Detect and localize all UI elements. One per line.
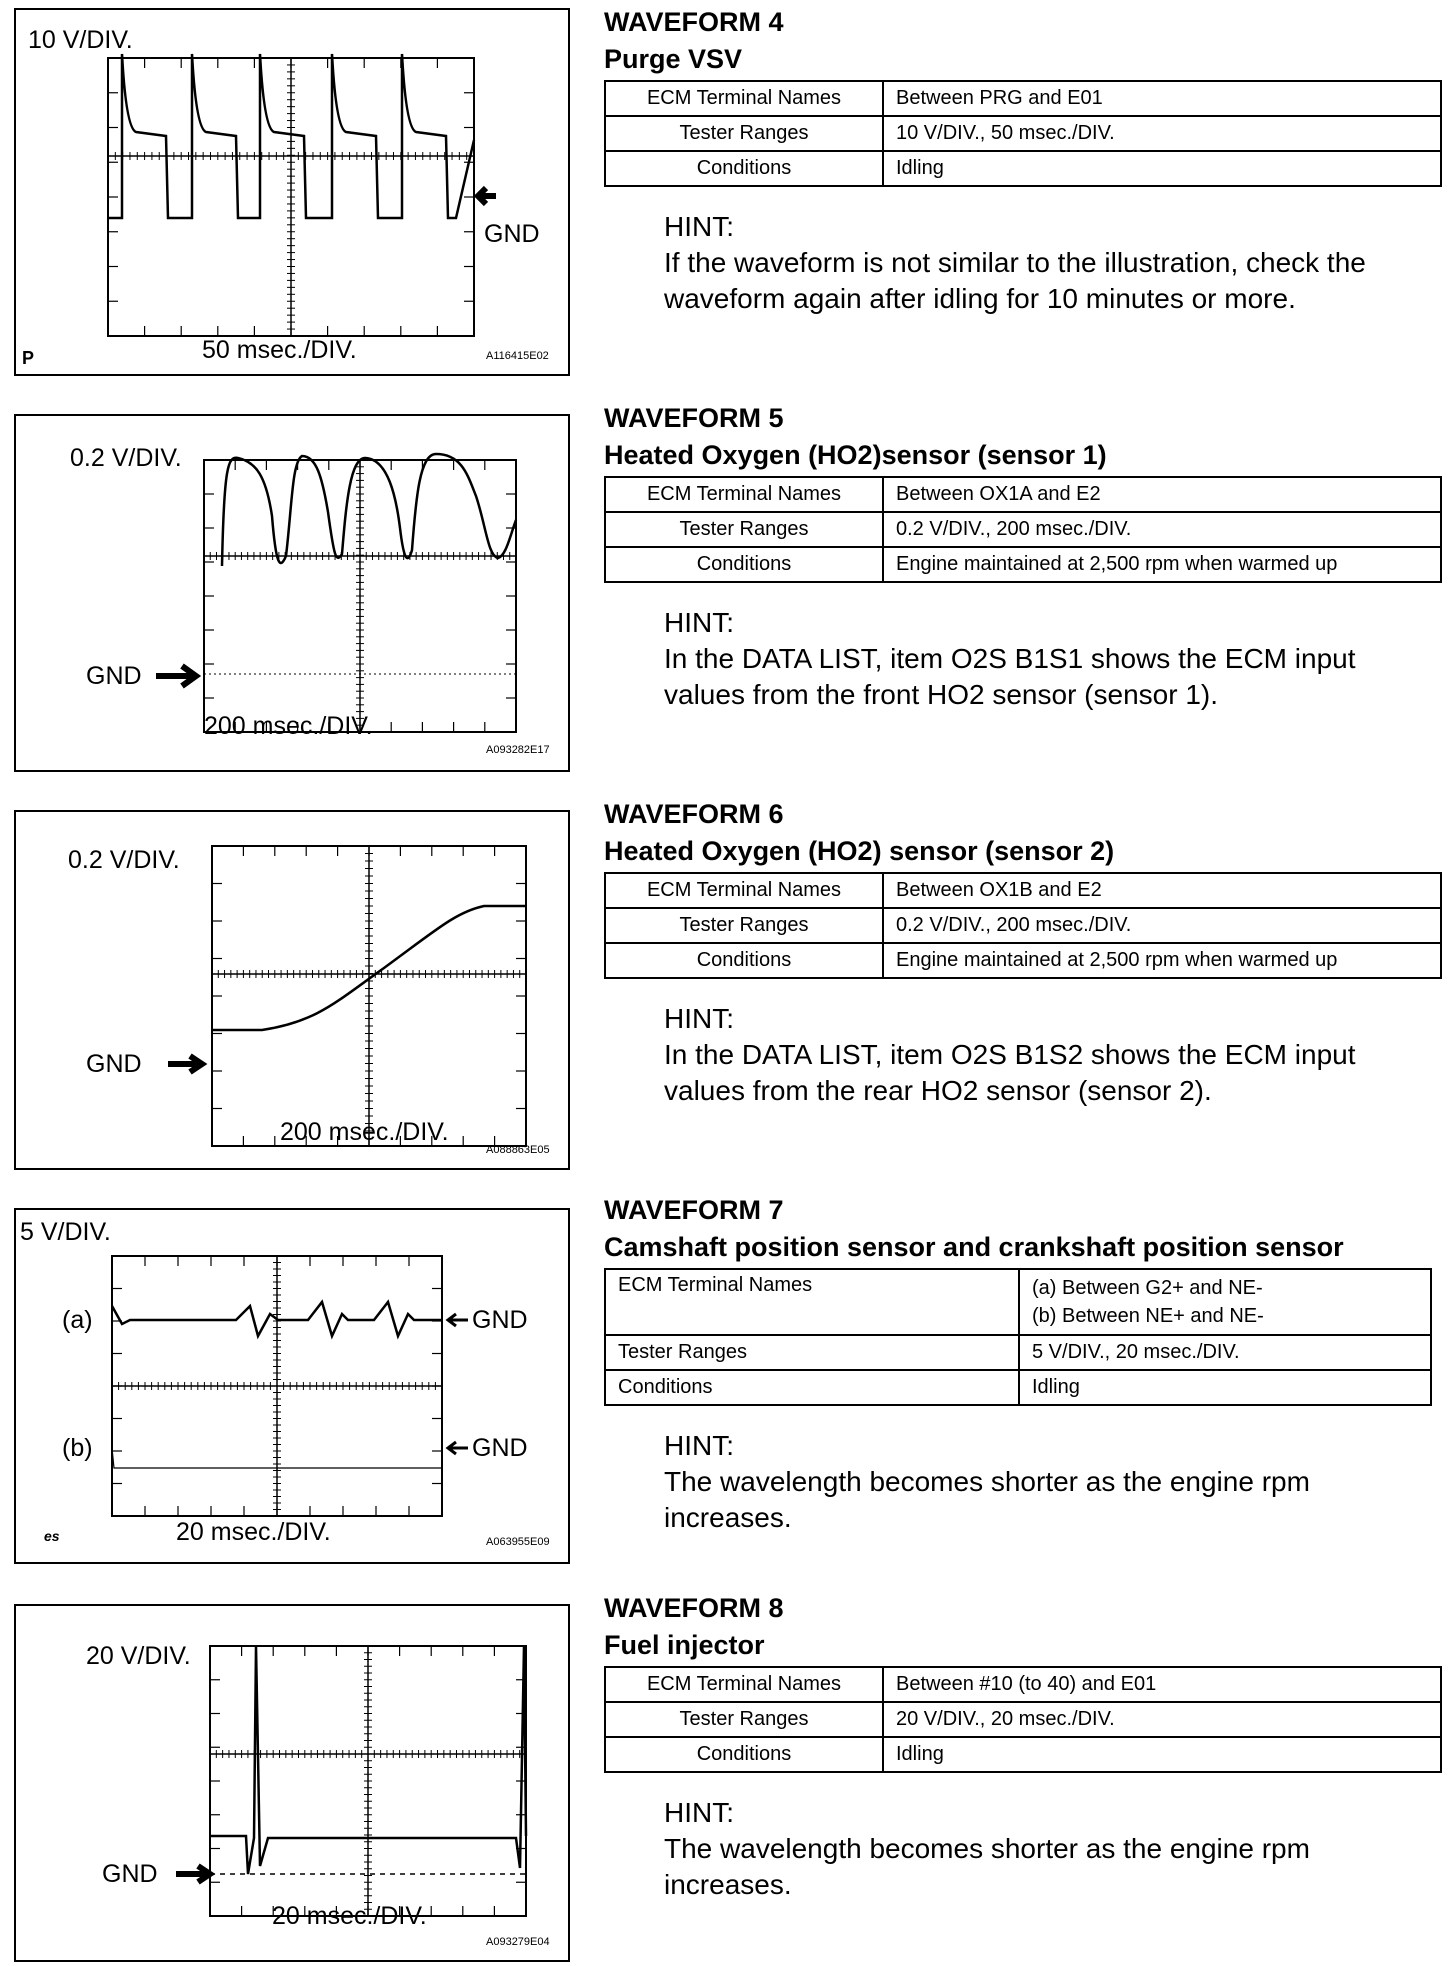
- hint-block: [664, 209, 1442, 317]
- waveform-7-graph: [16, 1210, 572, 1566]
- hint-label: HINT:: [664, 1430, 734, 1461]
- row-key: Conditions: [605, 1370, 1019, 1405]
- hint-text: If the waveform is not similar to the illustration, check the waveform again after idling for 10 minutes or more.: [664, 247, 1366, 314]
- row-key: Tester Ranges: [605, 116, 883, 151]
- row-value: Idling: [883, 151, 1441, 186]
- table-row: [605, 1702, 1441, 1737]
- scope-time-label: 50 msec./DIV.: [202, 336, 357, 364]
- hint-label: HINT:: [664, 1797, 734, 1828]
- row-value: Between OX1B and E2: [883, 873, 1441, 908]
- row-key: ECM Terminal Names: [605, 477, 883, 512]
- table-row: [605, 116, 1441, 151]
- scope-time-label: 20 msec./DIV.: [176, 1518, 331, 1546]
- row-key: ECM Terminal Names: [605, 1667, 883, 1702]
- table-row: [605, 1370, 1431, 1405]
- waveform-subtitle: Heated Oxygen (HO2) sensor (sensor 2): [604, 836, 1115, 866]
- section-waveform-8: [604, 1590, 1442, 1903]
- figure-code: A063955E09: [486, 1536, 550, 1548]
- hint-text: The wavelength becomes shorter as the engine rpm increases.: [664, 1833, 1310, 1900]
- scope-volts-label: 10 V/DIV.: [28, 26, 133, 54]
- waveform-heading: WAVEFORM 6: [604, 799, 784, 829]
- waveform-heading: WAVEFORM 5: [604, 403, 784, 433]
- row-value: 10 V/DIV., 50 msec./DIV.: [883, 116, 1441, 151]
- row-key: Conditions: [605, 1737, 883, 1772]
- scope-volts-label: 0.2 V/DIV.: [70, 444, 182, 472]
- hint-text: The wavelength becomes shorter as the engine rpm increases.: [664, 1466, 1310, 1533]
- scope-time-label: 20 msec./DIV.: [272, 1902, 427, 1930]
- scope-waveform-7: [14, 1208, 570, 1564]
- row-value: Between OX1A and E2: [883, 477, 1441, 512]
- hint-block: [664, 605, 1442, 713]
- row-key: Conditions: [605, 943, 883, 978]
- corner-mark: es: [44, 1528, 60, 1544]
- scope-time-label: 200 msec./DIV.: [280, 1118, 449, 1146]
- row-key: Tester Ranges: [605, 908, 883, 943]
- row-key: Conditions: [605, 547, 883, 582]
- row-value: Between PRG and E01: [883, 81, 1441, 116]
- row-value: 20 V/DIV., 20 msec./DIV.: [883, 1702, 1441, 1737]
- table-row: [605, 477, 1441, 512]
- row-key: Tester Ranges: [605, 1702, 883, 1737]
- figure-code: A093279E04: [486, 1936, 550, 1948]
- waveform-subtitle: Purge VSV: [604, 44, 743, 74]
- section-waveform-7: [604, 1192, 1442, 1536]
- table-row: [605, 908, 1441, 943]
- table-row: [605, 81, 1441, 116]
- row-key: ECM Terminal Names: [605, 1269, 1019, 1335]
- gnd-label: GND: [86, 662, 142, 690]
- row-value: Idling: [883, 1737, 1441, 1772]
- hint-block: [664, 1795, 1442, 1903]
- row-value: Engine maintained at 2,500 rpm when warmed up: [883, 943, 1441, 978]
- scope-waveform-6: [14, 810, 570, 1170]
- row-key: Conditions: [605, 151, 883, 186]
- table-row: [605, 512, 1441, 547]
- row-value: 0.2 V/DIV., 200 msec./DIV.: [883, 908, 1441, 943]
- figure-code: A093282E17: [486, 744, 550, 756]
- scope-volts-label: 0.2 V/DIV.: [68, 846, 180, 874]
- gnd-arrow-icon: [168, 1056, 202, 1072]
- scope-waveform-8: [14, 1604, 570, 1962]
- scope-waveform-4: [14, 8, 570, 376]
- waveform-subtitle: Heated Oxygen (HO2)sensor (sensor 1): [604, 440, 1107, 470]
- waveform-heading: WAVEFORM 4: [604, 7, 784, 37]
- scope-time-label: 200 msec./DIV.: [204, 712, 373, 740]
- row-key: ECM Terminal Names: [605, 81, 883, 116]
- trace-a-label: (a): [62, 1306, 93, 1334]
- hint-label: HINT:: [664, 607, 734, 638]
- hint-block: [664, 1001, 1442, 1109]
- spec-table: [604, 872, 1442, 979]
- table-row: [605, 1737, 1441, 1772]
- hint-text: In the DATA LIST, item O2S B1S1 shows the ECM input values from the front HO2 sensor (sensor 1).: [664, 643, 1356, 710]
- waveform-4-graph: [16, 10, 572, 378]
- spec-table: [604, 476, 1442, 583]
- row-value: Idling: [1019, 1370, 1431, 1405]
- hint-block: [664, 1428, 1442, 1536]
- gnd-label: GND: [484, 220, 540, 248]
- trace-b-label: (b): [62, 1434, 93, 1462]
- waveform-subtitle: Camshaft position sensor and crankshaft position sensor: [604, 1232, 1344, 1262]
- scope-volts-label: 5 V/DIV.: [20, 1218, 111, 1246]
- gnd-label: GND: [472, 1306, 528, 1334]
- section-waveform-4: [604, 4, 1442, 317]
- spec-table: [604, 80, 1442, 187]
- waveform-heading: WAVEFORM 8: [604, 1593, 784, 1623]
- row-value: (b) Between NE+ and NE-: [1032, 1305, 1264, 1327]
- table-row: [605, 1269, 1431, 1335]
- corner-mark: P: [22, 348, 35, 368]
- gnd-arrow-icon: [156, 666, 196, 686]
- row-key: ECM Terminal Names: [605, 873, 883, 908]
- hint-text: In the DATA LIST, item O2S B1S2 shows the ECM input values from the rear HO2 sensor (sensor 2).: [664, 1039, 1356, 1106]
- row-value: Between #10 (to 40) and E01: [883, 1667, 1441, 1702]
- gnd-arrow-icon: [448, 1314, 468, 1326]
- table-row: [605, 1667, 1441, 1702]
- row-key: Tester Ranges: [605, 512, 883, 547]
- row-key: Tester Ranges: [605, 1335, 1019, 1370]
- row-value: 5 V/DIV., 20 msec./DIV.: [1019, 1335, 1431, 1370]
- section-waveform-5: [604, 400, 1442, 713]
- figure-code: A088863E05: [486, 1144, 550, 1156]
- hint-label: HINT:: [664, 211, 734, 242]
- gnd-arrow-icon: [176, 1866, 210, 1882]
- gnd-arrow-icon: [448, 1442, 468, 1454]
- row-value: 0.2 V/DIV., 200 msec./DIV.: [883, 512, 1441, 547]
- table-row: [605, 1335, 1431, 1370]
- gnd-label: GND: [472, 1434, 528, 1462]
- spec-table: [604, 1268, 1432, 1406]
- waveform-subtitle: Fuel injector: [604, 1630, 765, 1660]
- row-value: (a) Between G2+ and NE-: [1032, 1277, 1263, 1299]
- spec-table: [604, 1666, 1442, 1773]
- table-row: [605, 547, 1441, 582]
- waveform-heading: WAVEFORM 7: [604, 1195, 784, 1225]
- table-row: [605, 151, 1441, 186]
- hint-label: HINT:: [664, 1003, 734, 1034]
- figure-code: A116415E02: [486, 350, 549, 362]
- scope-volts-label: 20 V/DIV.: [86, 1642, 191, 1670]
- row-value: Engine maintained at 2,500 rpm when warmed up: [883, 547, 1441, 582]
- table-row: [605, 873, 1441, 908]
- scope-waveform-5: [14, 414, 570, 772]
- gnd-arrow-icon: [478, 188, 496, 204]
- table-row: [605, 943, 1441, 978]
- gnd-label: GND: [102, 1860, 158, 1888]
- waveform-5-trace: [222, 454, 516, 566]
- gnd-label: GND: [86, 1050, 142, 1078]
- section-waveform-6: [604, 796, 1442, 1109]
